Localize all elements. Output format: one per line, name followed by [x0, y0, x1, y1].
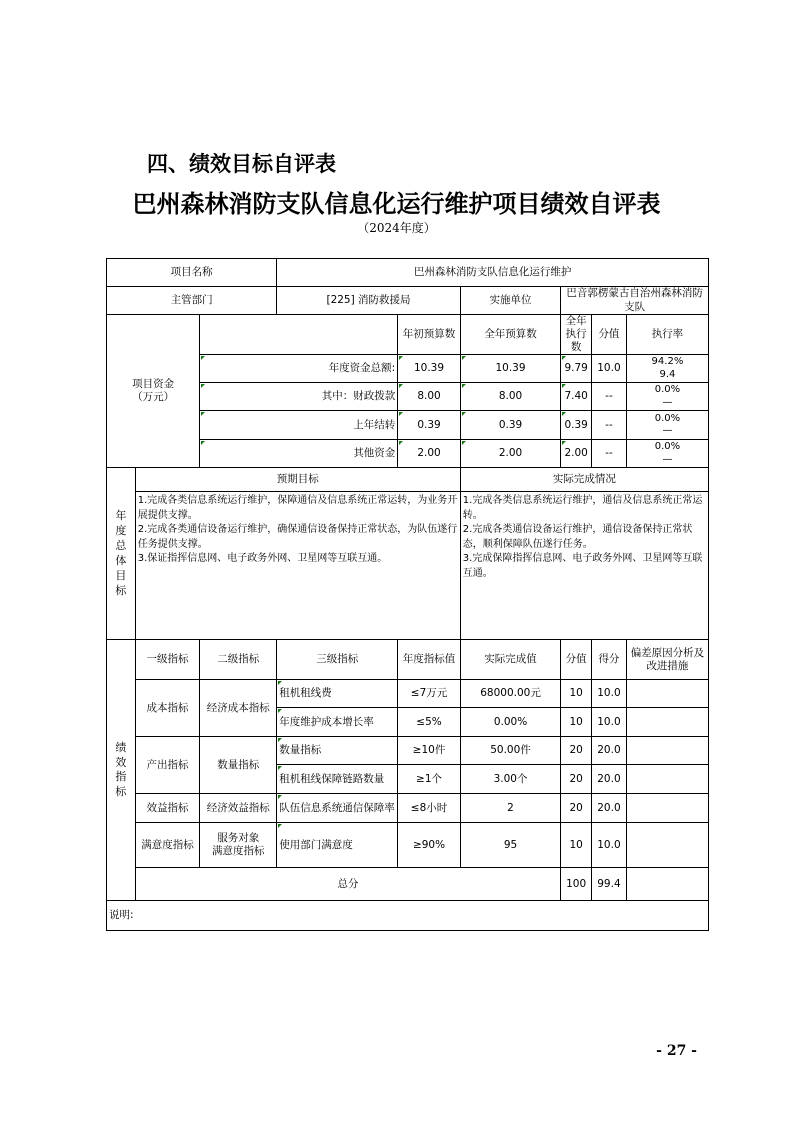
funds-exec: 0.39	[561, 411, 592, 440]
reason-header: 偏差原因分析及 改进措施	[626, 640, 708, 680]
goals-header-row	[107, 468, 709, 492]
reason-cell	[626, 823, 708, 868]
funds-score-value: --	[592, 411, 627, 440]
funds-header: 年初预算数	[398, 315, 461, 355]
page-number: - 27 -	[656, 1043, 697, 1059]
score-cell: 20.0	[592, 765, 627, 794]
funds-header: 分值	[592, 315, 627, 355]
funds-full: 2.00	[460, 440, 560, 468]
funds-label: 项目资金 （万元）	[107, 315, 200, 468]
l2-cell: 经济成本指标	[200, 680, 277, 737]
score-value-cell: 10	[561, 680, 592, 708]
l3-cell: 租机租线保障链路数量	[277, 765, 398, 794]
l2-cell: 经济效益指标	[200, 794, 277, 823]
actual-cell: 95	[460, 823, 560, 868]
indicator-row	[107, 794, 709, 823]
funds-row-label: 其中：财政拨款	[200, 383, 398, 411]
goals-side-label: 年 度 总 体 目 标	[107, 468, 136, 640]
target-cell: ≥10件	[398, 737, 461, 765]
funds-row-label: 上年结转	[200, 411, 398, 440]
funds-init: 10.39	[398, 355, 461, 383]
year-label: （2024年度）	[357, 221, 436, 235]
note-label: 说明:	[107, 901, 709, 931]
l3-cell: 队伍信息系统通信保障率	[277, 794, 398, 823]
score-cell: 10.0	[592, 680, 627, 708]
funds-full: 10.39	[460, 355, 560, 383]
self-evaluation-table	[106, 258, 709, 931]
l2-cell: 数量指标	[200, 737, 277, 794]
target-cell: ≤7万元	[398, 680, 461, 708]
funds-rate: 0.0% —	[626, 383, 708, 411]
reason-cell	[626, 765, 708, 794]
funds-exec: 2.00	[561, 440, 592, 468]
funds-score-value: --	[592, 383, 627, 411]
indicators-side-label: 绩 效 指 标	[107, 640, 136, 901]
funds-init: 2.00	[398, 440, 461, 468]
reason-cell	[626, 708, 708, 737]
funds-rate: 0.0% —	[626, 411, 708, 440]
project-name-value: 巴州森林消防支队信息化运行维护	[277, 259, 709, 287]
total-row	[107, 868, 709, 901]
funds-init: 0.39	[398, 411, 461, 440]
l1-cell: 成本指标	[135, 680, 200, 737]
dept-row	[107, 287, 709, 315]
actual-cell: 50.00件	[460, 737, 560, 765]
actual-cell: 68000.00元	[460, 680, 560, 708]
target-cell: ≤5%	[398, 708, 461, 737]
target-cell: ≥90%	[398, 823, 461, 868]
l1-header: 一级指标	[135, 640, 200, 680]
target-cell: ≥1个	[398, 765, 461, 794]
impl-label: 实施单位	[460, 287, 560, 315]
actual-header: 实际完成值	[460, 640, 560, 680]
score-value-cell: 20	[561, 737, 592, 765]
l3-cell: 使用部门满意度	[277, 823, 398, 868]
project-name-label: 项目名称	[107, 259, 277, 287]
score-value-cell: 20	[561, 794, 592, 823]
actual-cell: 2	[460, 794, 560, 823]
note-row	[107, 901, 709, 931]
l3-header: 三级指标	[277, 640, 398, 680]
funds-full: 8.00	[460, 383, 560, 411]
l2-header: 二级指标	[200, 640, 277, 680]
score-cell: 20.0	[592, 794, 627, 823]
impl-value: 巴音郭楞蒙古自治州森林消防支队	[561, 287, 709, 315]
l2-cell: 服务对象 满意度指标	[200, 823, 277, 868]
indicator-header-row	[107, 640, 709, 680]
funds-exec: 7.40	[561, 383, 592, 411]
funds-score-value: 10.0	[592, 355, 627, 383]
funds-exec: 9.79	[561, 355, 592, 383]
score-cell: 10.0	[592, 708, 627, 737]
actual-result-text: 1.完成各类信息系统运行维护，通信及信息系统正常运转。 2.完成各类通信设备运行维护，通信设备保持正常状态，顺利保障队伍遂行任务。 3.完成保障指挥信息网、电子政务外网、卫星网等互联互通。	[460, 492, 708, 640]
score-value-cell: 10	[561, 823, 592, 868]
project-name-row	[107, 259, 709, 287]
l1-cell: 效益指标	[135, 794, 200, 823]
funds-rate: 0.0% —	[626, 440, 708, 468]
total-score-value: 100	[561, 868, 592, 901]
score-value-cell: 20	[561, 765, 592, 794]
funds-full: 0.39	[460, 411, 560, 440]
goals-content-row	[107, 492, 709, 640]
target-header: 年度指标值	[398, 640, 461, 680]
actual-result-header: 实际完成情况	[460, 468, 708, 492]
funds-header: 执行率	[626, 315, 708, 355]
funds-row-label: 年度资金总额:	[200, 355, 398, 383]
reason-cell	[626, 737, 708, 765]
indicator-row	[107, 823, 709, 868]
funds-init: 8.00	[398, 383, 461, 411]
indicator-row	[107, 680, 709, 708]
expected-goal-header: 预期目标	[135, 468, 460, 492]
score-value-cell: 10	[561, 708, 592, 737]
reason-cell	[626, 680, 708, 708]
expected-goal-text: 1.完成各类信息系统运行维护，保障通信及信息系统正常运转，为业务开展提供支撑。 2.完成各类通信设备运行维护，确保通信设备保持正常状态，为队伍遂行任务提供支撑。 3.保证指挥信息网、电子政务外网、卫星网等互联互通。	[135, 492, 460, 640]
main-title: 巴州森林消防支队信息化运行维护项目绩效自评表	[132, 189, 661, 218]
funds-header: 全年预算数	[460, 315, 560, 355]
score-cell: 20.0	[592, 737, 627, 765]
target-cell: ≤8小时	[398, 794, 461, 823]
score-value-header: 分值	[561, 640, 592, 680]
score-cell: 10.0	[592, 823, 627, 868]
total-reason	[626, 868, 708, 901]
funds-header-row	[107, 315, 709, 355]
dept-value: [225] 消防救援局	[277, 287, 461, 315]
reason-cell	[626, 794, 708, 823]
actual-cell: 0.00%	[460, 708, 560, 737]
funds-rate: 94.2% 9.4	[626, 355, 708, 383]
actual-cell: 3.00个	[460, 765, 560, 794]
funds-score-value: --	[592, 440, 627, 468]
l3-cell: 数量指标	[277, 737, 398, 765]
section-title: 四、绩效目标自评表	[147, 152, 336, 176]
l3-cell: 租机租线费	[277, 680, 398, 708]
l3-cell: 年度维护成本增长率	[277, 708, 398, 737]
indicator-row	[107, 737, 709, 765]
l1-cell: 满意度指标	[135, 823, 200, 868]
total-score: 99.4	[592, 868, 627, 901]
total-label: 总分	[135, 868, 561, 901]
dept-label: 主管部门	[107, 287, 277, 315]
score-header: 得分	[592, 640, 627, 680]
l1-cell: 产出指标	[135, 737, 200, 794]
funds-header: 全年执行数	[561, 315, 592, 355]
funds-row-label: 其他资金	[200, 440, 398, 468]
